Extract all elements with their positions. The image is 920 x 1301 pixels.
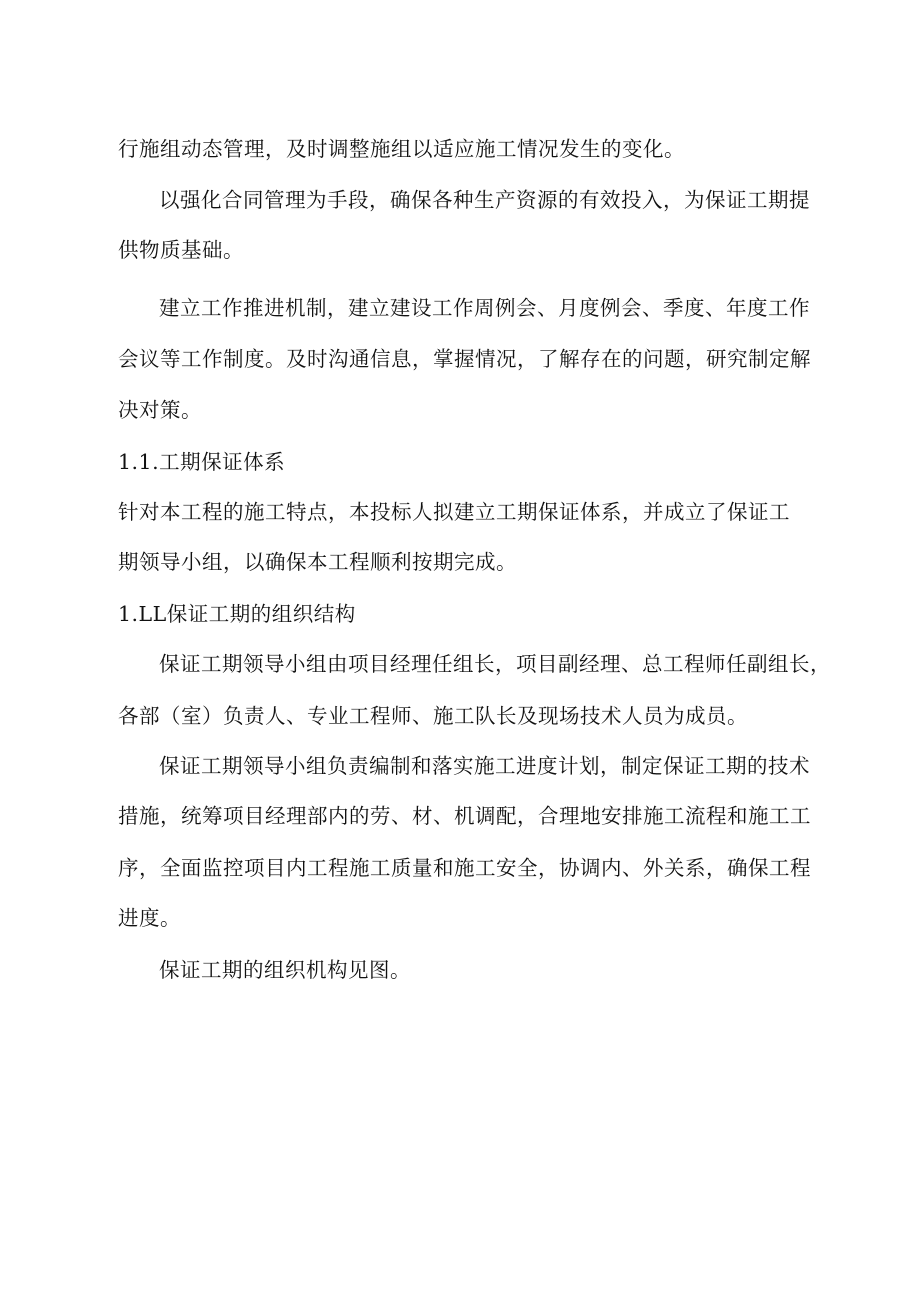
paragraph-line: 以强化合同管理为手段，确保各种生产资源的有效投入，为保证工期提: [159, 188, 810, 212]
paragraph-line: 决对策。: [118, 398, 202, 422]
paragraph-line: 各部（室）负责人、专业工程师、施工队长及现场技术人员为成员。: [118, 704, 748, 728]
paragraph-line: 进度。: [118, 906, 181, 930]
paragraph-line: 序，全面监控项目内工程施工质量和施工安全，协调内、外关系，确保工程: [118, 856, 811, 880]
section-heading: 1.1.工期保证体系: [118, 450, 286, 474]
paragraph-line: 保证工期的组织机构见图。: [159, 958, 411, 982]
paragraph-line: 供物质基础。: [118, 238, 244, 262]
paragraph-line: 保证工期领导小组由项目经理任组长，项目副经理、总工程师任副组长，: [159, 652, 831, 676]
paragraph-line: 会议等工作制度。及时沟通信息，掌握情况，了解存在的问题，研究制定解: [118, 347, 811, 371]
paragraph-line: 措施，统筹项目经理部内的劳、材、机调配，合理地安排施工流程和施工工: [118, 804, 811, 828]
paragraph-line: 行施组动态管理，及时调整施组以适应施工情况发生的变化。: [118, 137, 685, 161]
paragraph-line: 建立工作推进机制，建立建设工作周例会、月度例会、季度、年度工作: [159, 296, 810, 320]
paragraph-line: 保证工期领导小组负责编制和落实施工进度计划，制定保证工期的技术: [159, 754, 810, 778]
paragraph-line: 针对本工程的施工特点，本投标人拟建立工期保证体系，并成立了保证工: [118, 500, 790, 524]
paragraph-line: 期领导小组，以确保本工程顺利按期完成。: [118, 550, 517, 574]
subsection-heading: 1.LL保证工期的组织结构: [118, 602, 356, 626]
